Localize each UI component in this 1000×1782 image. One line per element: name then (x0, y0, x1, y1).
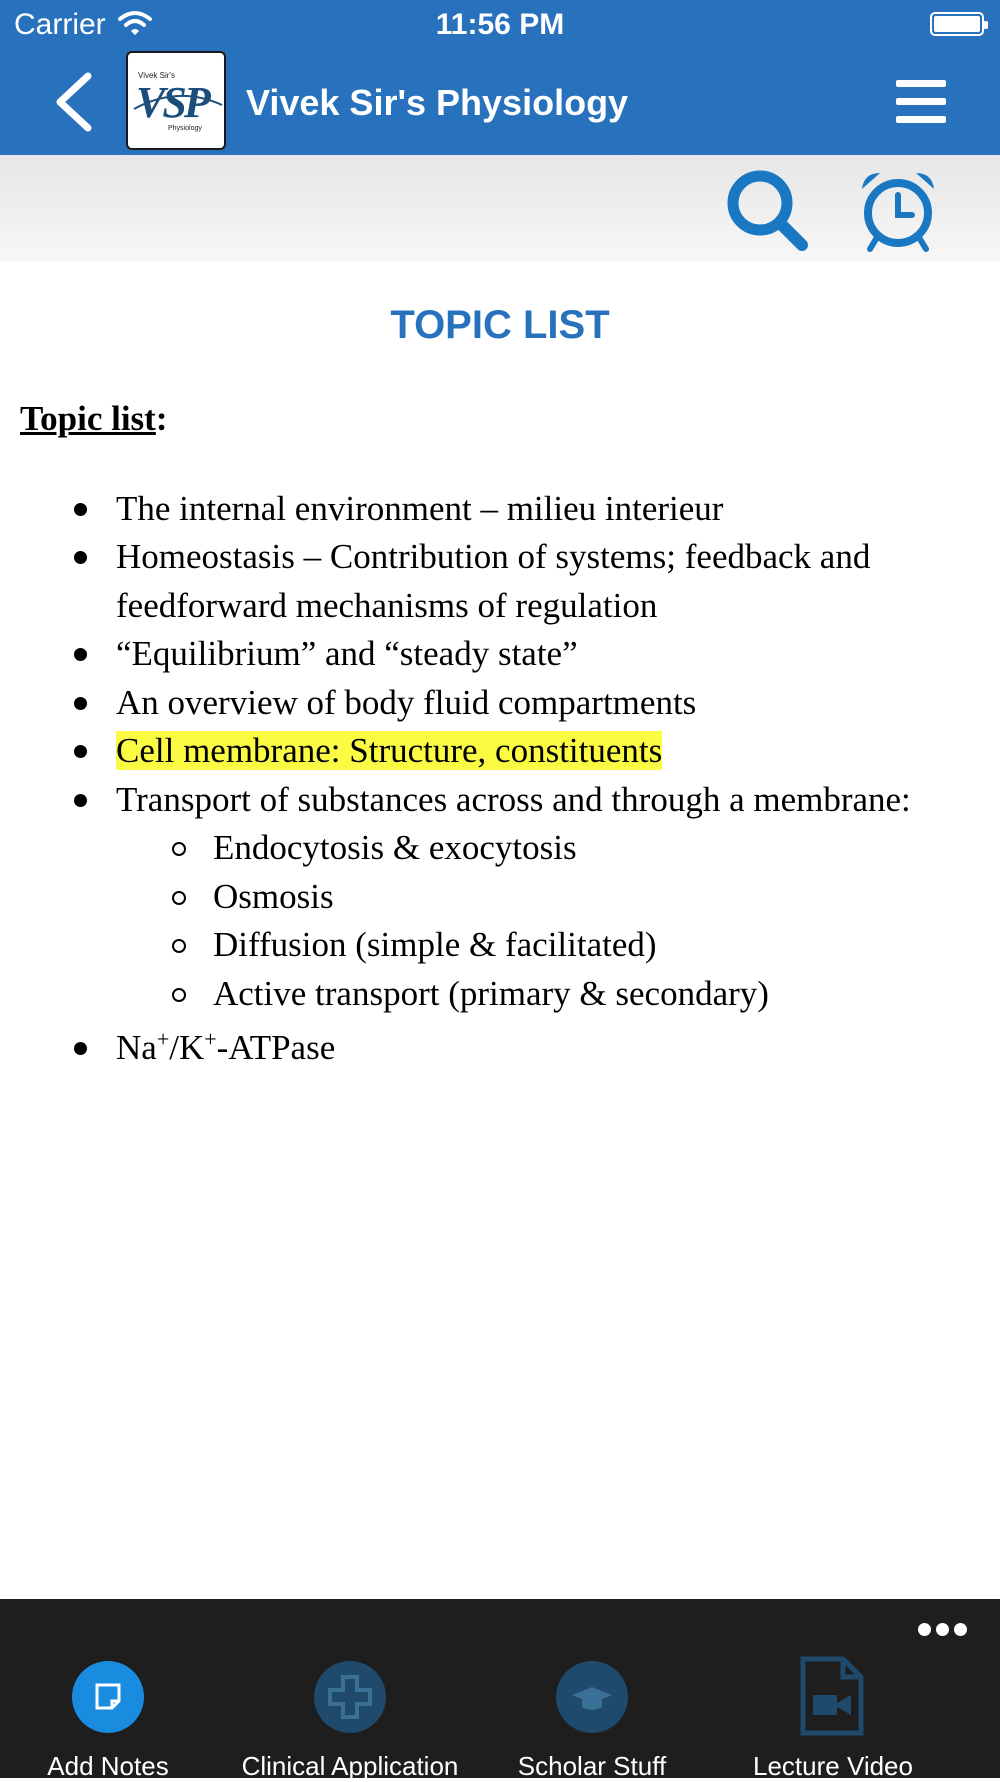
list-item: “Equilibrium” and “steady state” (20, 630, 980, 679)
circle-bullet-icon (172, 891, 186, 905)
list-item: The internal environment – milieu interieur (20, 485, 980, 534)
logo-tiny-text: Physiology (168, 125, 202, 132)
status-time: 11:56 PM (435, 8, 565, 41)
tab-add-notes[interactable] (0, 1661, 228, 1781)
note-icon (72, 1661, 144, 1733)
topic-document (20, 395, 980, 1073)
page-title: TOPIC LIST (390, 303, 610, 347)
tab-icon-circle (314, 1661, 386, 1733)
battery-icon (930, 12, 984, 36)
video-file-icon (799, 1655, 865, 1737)
app-title: Vivek Sir's Physiology (246, 82, 629, 123)
tab-scholar-stuff[interactable] (472, 1661, 712, 1781)
tab-lecture-video[interactable] (713, 1661, 953, 1781)
list-item: Transport of substances across and through a membrane: Endocytosis & exocytosis Osmosis Diffusion (simple & facilitated) Active transport (primary & secondary) (20, 776, 980, 1019)
list-item: Homeostasis – Contribution of systems; feedback and feedforward mechanisms of regulation (20, 533, 980, 630)
list-item: Na+/K+-ATPase (20, 1024, 980, 1073)
sub-list-item: Diffusion (simple & facilitated) (20, 921, 980, 970)
circle-bullet-icon (172, 842, 186, 856)
tab-icon-circle (556, 1661, 628, 1733)
tab-label: Add Notes (47, 1751, 169, 1781)
bullet-icon (74, 1042, 87, 1055)
sub-list-item: Endocytosis & exocytosis (20, 824, 980, 873)
hamburger-menu-icon[interactable] (896, 80, 946, 124)
section-label: Topic list: (20, 399, 168, 438)
alarm-clock-icon[interactable] (856, 167, 940, 253)
bullet-icon (74, 551, 87, 564)
navigation-bar (0, 0, 1000, 155)
sub-list-item: Active transport (primary & secondary) (20, 970, 980, 1019)
highlighted-text: Cell membrane: Structure, constituents (116, 731, 663, 770)
graduation-cap-icon (556, 1661, 628, 1733)
list-item (20, 727, 980, 776)
bullet-icon (74, 745, 87, 758)
logo-mark: VSP (136, 78, 208, 127)
circle-bullet-icon (172, 988, 186, 1002)
topic-list (20, 485, 980, 1073)
logo-small-text: Vivek Sir's (138, 71, 175, 80)
bullet-icon (74, 794, 87, 807)
tab-clinical-application[interactable] (230, 1661, 470, 1781)
circle-bullet-icon (172, 939, 186, 953)
search-icon[interactable] (724, 167, 810, 253)
back-chevron-icon[interactable] (52, 72, 96, 132)
tab-bar (0, 1599, 1000, 1781)
bullet-icon (74, 648, 87, 661)
bullet-icon (74, 503, 87, 516)
tab-label: Lecture Video (753, 1751, 913, 1781)
tab-label: Clinical Application (241, 1751, 459, 1781)
action-toolbar (0, 155, 1000, 261)
tab-label: Scholar Stuff (517, 1751, 667, 1781)
list-item: An overview of body fluid compartments (20, 679, 980, 728)
bullet-icon (74, 697, 87, 710)
medical-cross-icon (314, 1661, 386, 1733)
section-label-text: Topic list (20, 399, 156, 438)
tab-icon-circle (72, 1661, 144, 1733)
sub-topic-list (116, 824, 980, 1018)
sub-list-item: Osmosis (20, 873, 980, 922)
carrier-label: Carrier (14, 8, 106, 41)
app-logo (126, 51, 226, 150)
status-bar (0, 0, 1000, 50)
more-options-icon[interactable] (918, 1623, 968, 1637)
